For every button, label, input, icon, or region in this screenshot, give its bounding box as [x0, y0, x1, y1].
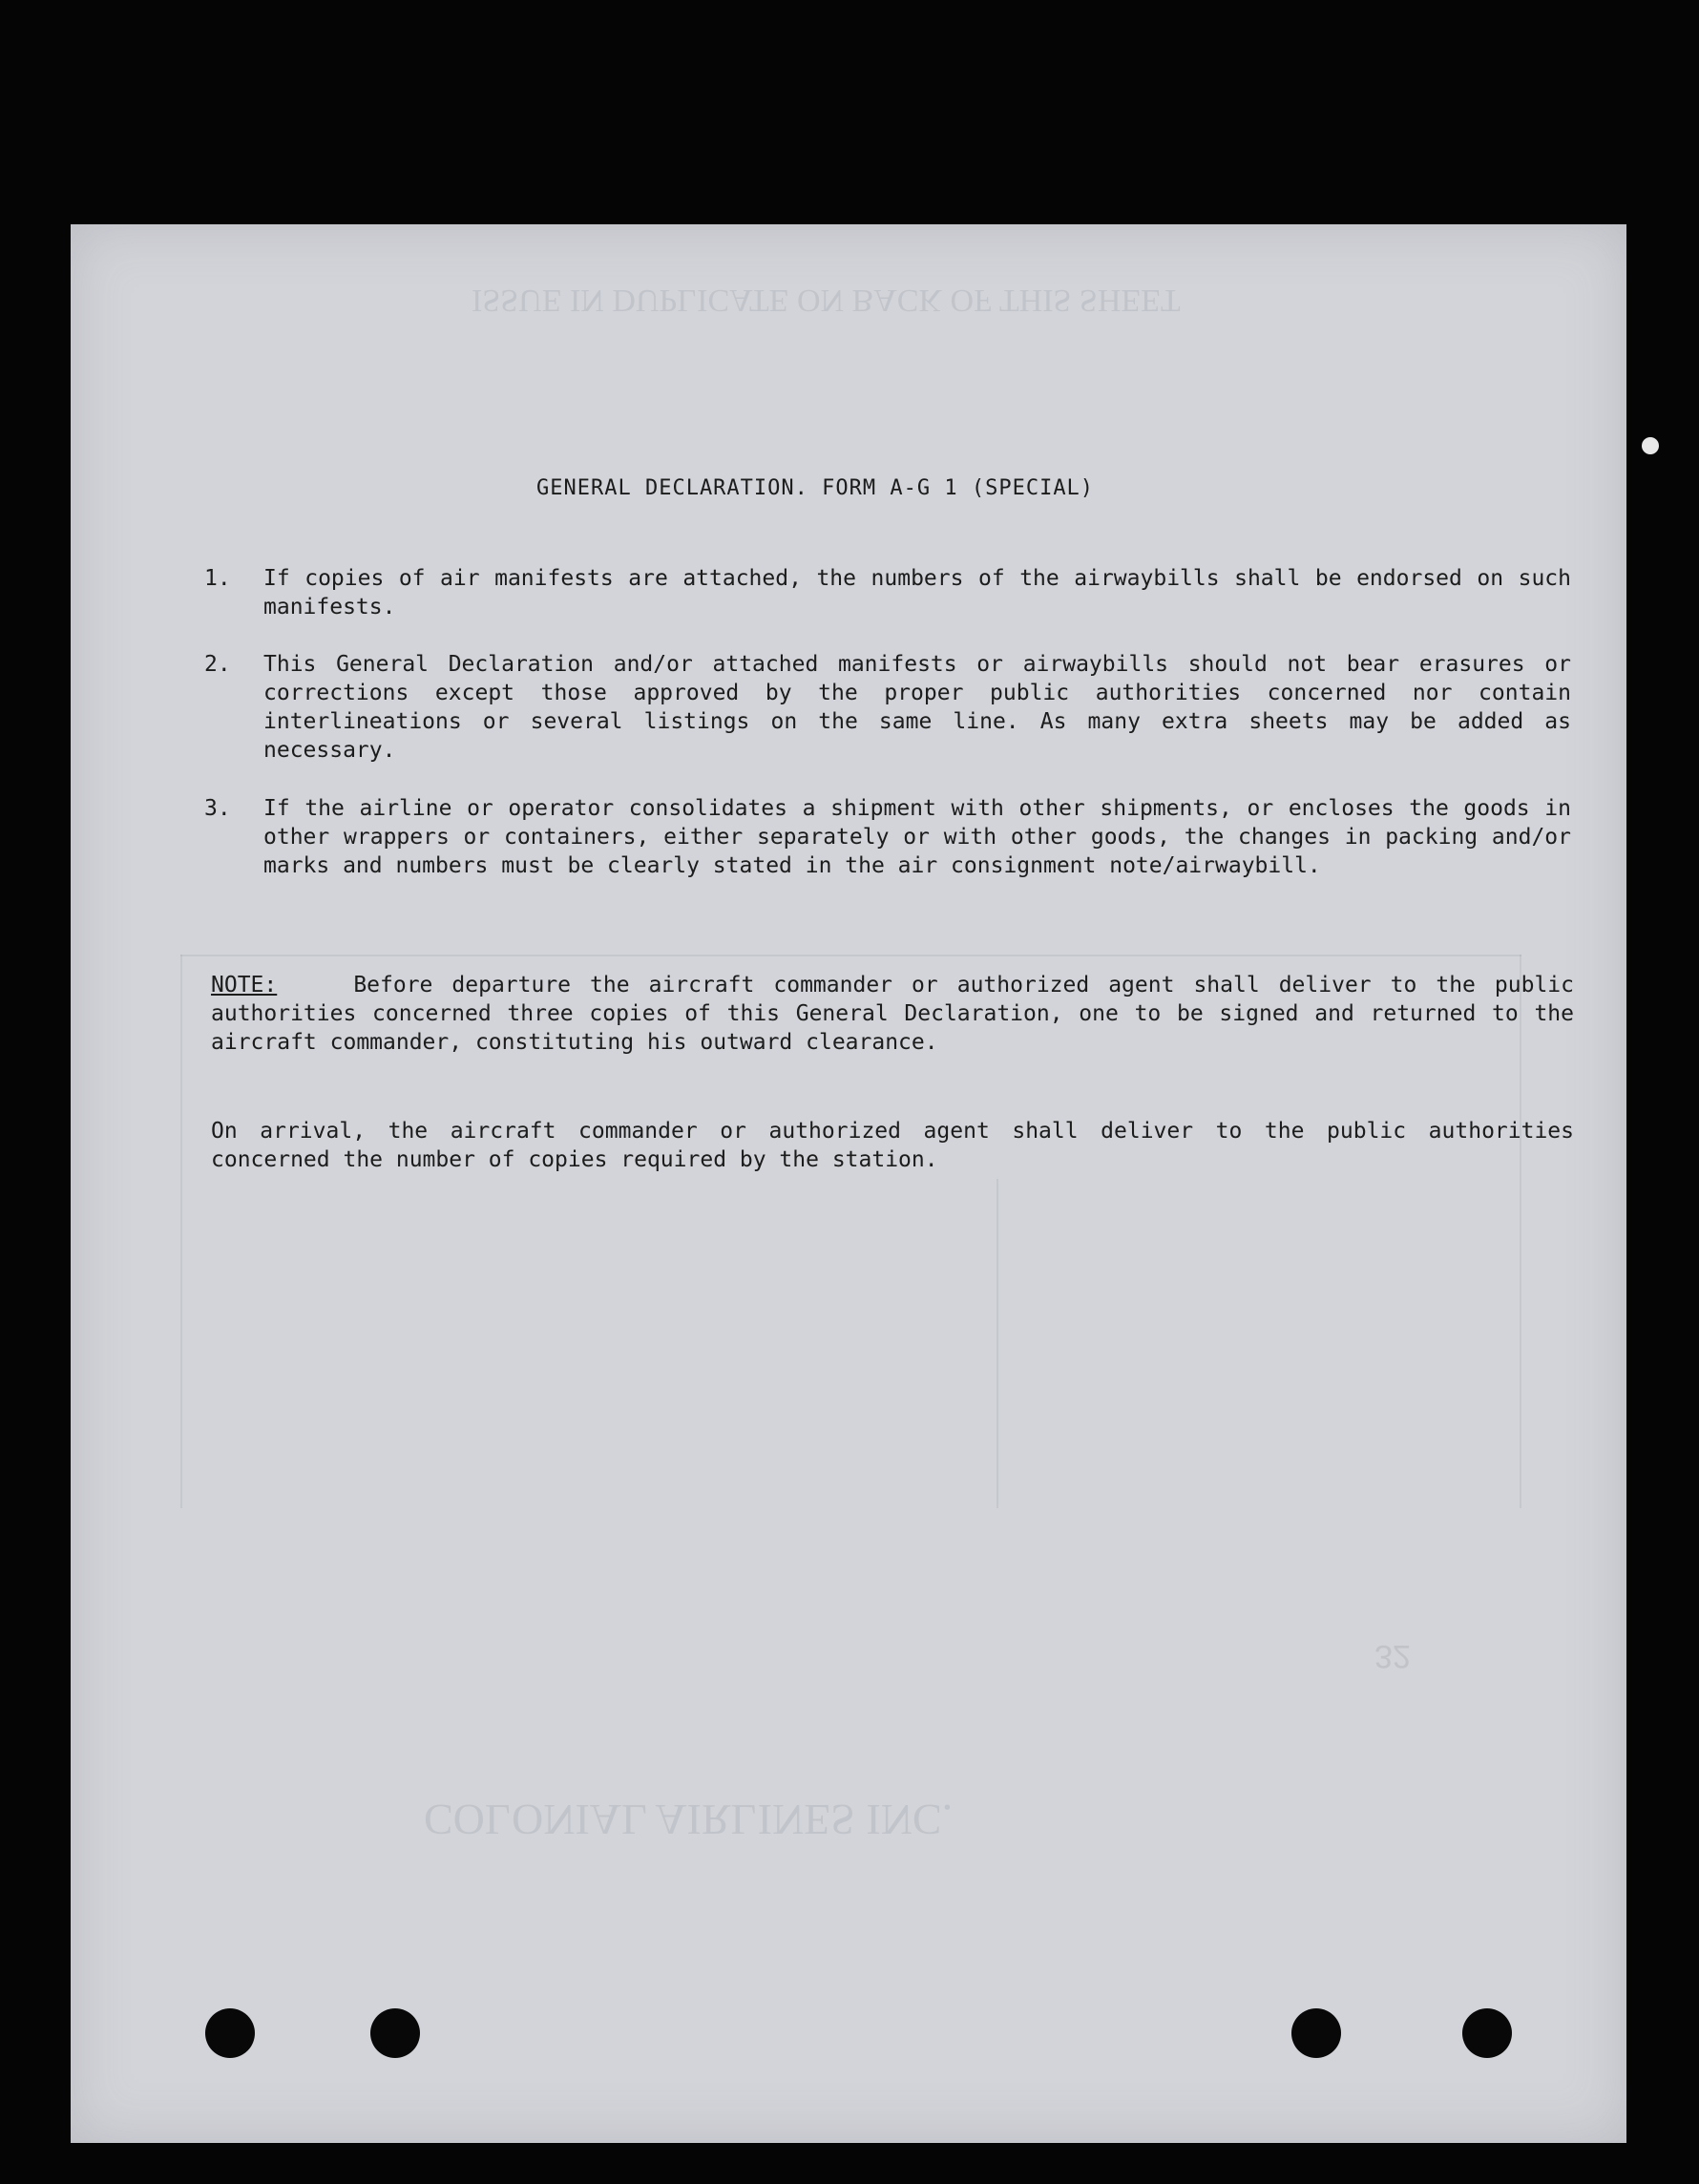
punch-hole-right-2	[1462, 2008, 1512, 2058]
instruction-item-2	[204, 650, 1571, 765]
document-title: GENERAL DECLARATION. FORM A-G 1 (SPECIAL)	[536, 476, 1095, 500]
note-label: NOTE:	[211, 973, 278, 998]
instruction-text: This General Declaration and/or attached manifests or airwaybills should not bear erasures or corrections except those approved by the proper public authorities concerned nor contain interlineations or several listings on the same line. As many extra sheets may be added as necessary.	[263, 652, 1571, 763]
bleed-through-page-number: 32	[1374, 1638, 1411, 1674]
instruction-number: 1.	[204, 566, 231, 591]
instruction-item-3	[204, 794, 1571, 880]
punch-hole-left-2	[370, 2008, 420, 2058]
document-page	[71, 224, 1626, 2143]
bleed-through-frame-top	[180, 955, 1521, 956]
bleed-through-heading: ISSUE IN DUPLICATE ON BACK OF THIS SHEET	[472, 283, 1181, 318]
instruction-number: 2.	[204, 652, 231, 677]
arrival-paragraph: On arrival, the aircraft commander or authorized agent shall deliver to the public authorities concerned the number of copies required by the station.	[211, 1119, 1574, 1172]
bleed-through-frame-divider	[996, 1179, 998, 1508]
instruction-text: If the airline or operator consolidates a shipment with other shipments, or encloses the goods in other wrappers or containers, either separately or with other goods, the changes in packing and/or marks and numbers must be clearly stated in the air consignment note/airwaybill.	[263, 796, 1571, 878]
bleed-through-company: COLONIAL AIRLINES INC.	[424, 1796, 954, 1844]
note-text: Before departure the aircraft commander or authorized agent shall deliver to the public authorities concerned three copies of this General Declaration, one to be signed and returned to the aircraft commander, constituting his outward clearance.	[211, 973, 1574, 1055]
instruction-item-1	[204, 564, 1571, 621]
instruction-text: If copies of air manifests are attached, the numbers of the airwaybills shall be endorsed on such manifests.	[263, 566, 1571, 620]
bleed-through-frame-left	[180, 955, 182, 1508]
instruction-number: 3.	[204, 796, 231, 821]
punch-hole-right-1	[1291, 2008, 1341, 2058]
edge-punch-hole	[1642, 437, 1659, 454]
punch-hole-left-1	[205, 2008, 255, 2058]
note-paragraph	[211, 971, 1574, 1057]
